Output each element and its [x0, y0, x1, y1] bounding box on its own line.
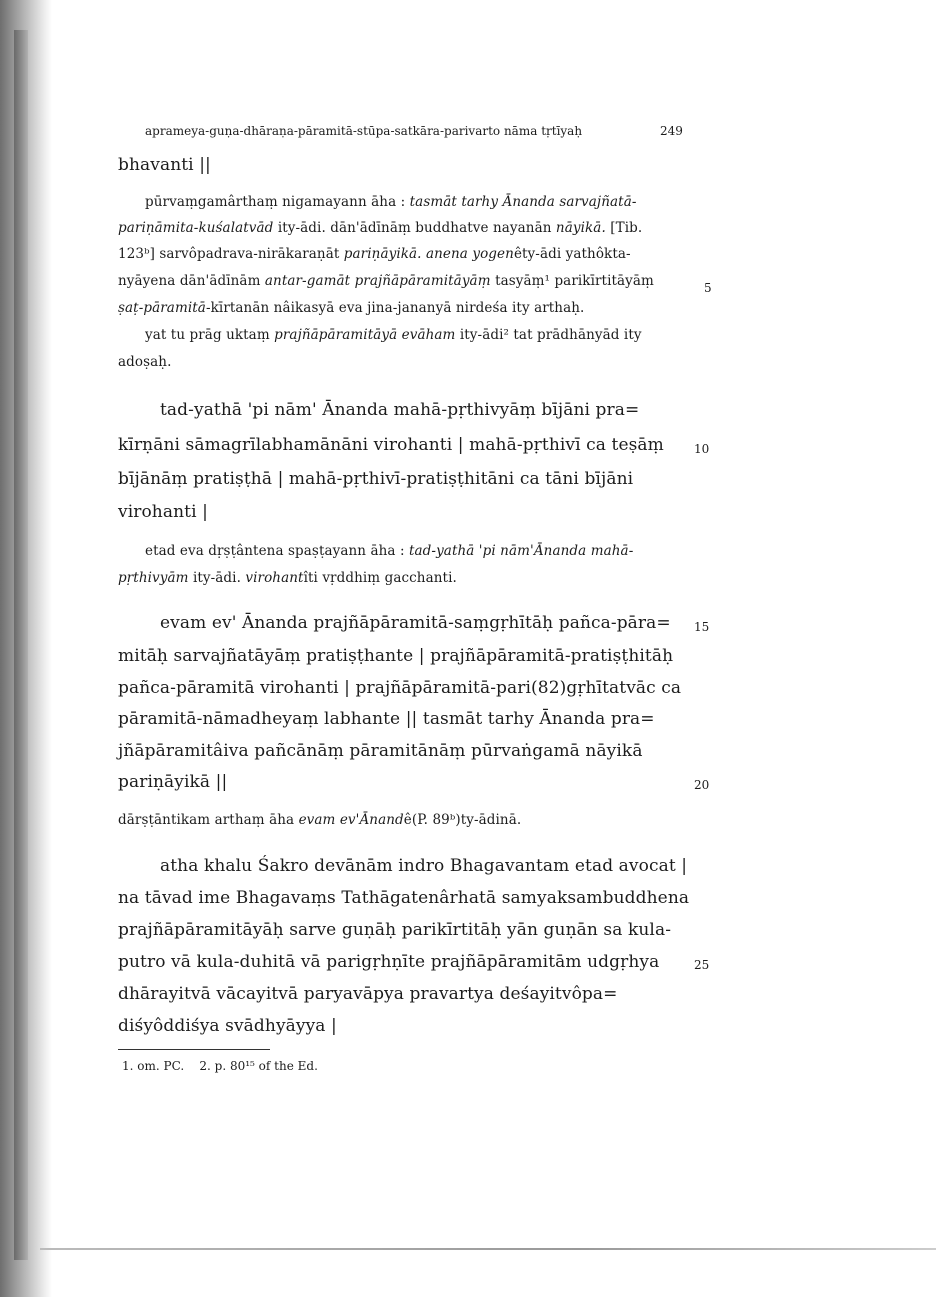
text-segment: 123ᵇ] sarvôpadrava-nirākaraṇāt: [118, 246, 344, 262]
text-segment: tad-yathā 'pi nām' Ānanda mahā-pṛthivyāṃ bījāni pra=: [160, 400, 640, 420]
text-segment: ê(P. 89ᵇ)ty-ādinā.: [403, 812, 522, 828]
italic-segment: prajñāpāramitāyā evāham: [274, 327, 456, 343]
text-line: [118, 469, 633, 489]
line-number: 15: [694, 620, 710, 634]
line-number: 10: [694, 442, 710, 456]
text-segment: ity-ādi² tat prādhānyād ity: [455, 327, 642, 343]
text-line: [160, 613, 671, 633]
text-line: [145, 194, 637, 210]
italic-segment: anena yogen: [425, 246, 514, 262]
italic-segment: tad-yathā 'pi nām'Ānanda mahā-: [409, 543, 634, 559]
line-number: 5: [704, 281, 712, 295]
text-line: [118, 741, 643, 761]
text-segment: putro vā kula-duhitā vā parigṛhṇīte prajñāpāramitām udgṛhya: [118, 952, 660, 972]
text-line: [118, 952, 659, 972]
text-segment: kīrṇāni sāmagrīlabhamānāni virohanti | mahā-pṛthivī ca teṣāṃ: [118, 435, 664, 455]
line-number: 25: [694, 958, 710, 972]
text-segment: adoṣaḥ.: [118, 354, 172, 370]
text-line: [118, 812, 521, 828]
text-segment: êty-ādi yathôkta-: [513, 246, 631, 262]
italic-segment: evam ev'Ānand: [298, 812, 404, 828]
text-segment: ity-ādi.: [188, 570, 246, 586]
text-line: [118, 435, 664, 455]
text-line: [118, 570, 457, 586]
text-segment: na tāvad ime Bhagavaṃs Tathāgatenârhatā samyaksambuddhena: [118, 888, 690, 908]
italic-segment: pṛthivyām: [118, 570, 189, 586]
page-binding-edge: [14, 30, 28, 1260]
italic-segment: nāyikā.: [555, 220, 606, 236]
text-line: [118, 984, 617, 1004]
text-segment: pūrvaṃgamârthaṃ nigamayann āha :: [145, 194, 410, 210]
scan-edge-line: [40, 1248, 936, 1250]
text-line: [118, 920, 671, 940]
italic-segment: antar-gamāt prajñāpāramitāyāṃ: [264, 273, 491, 289]
text-segment: pariṇāyikā ||: [118, 772, 228, 792]
footnotes: 1. om. PC. 2. p. 80¹⁵ of the Ed.: [122, 1059, 318, 1073]
text-line: [118, 678, 681, 698]
text-segment: [Tib.: [605, 220, 643, 236]
text-line: [118, 220, 642, 236]
text-line: [118, 273, 654, 289]
line-number: 20: [694, 778, 710, 792]
text-segment: etad eva dṛṣṭântena spaṣṭayann āha :: [145, 543, 409, 559]
text-line: [118, 246, 631, 262]
text-line: [160, 856, 687, 876]
footnote-rule: [118, 1049, 270, 1050]
text-segment: atha khalu Śakro devānām indro Bhagavantam etad avocat |: [160, 856, 688, 876]
text-line: [118, 709, 655, 729]
text-segment: pāramitā-nāmadheyaṃ labhante || tasmāt tarhy Ānanda pra=: [118, 709, 655, 729]
italic-segment: ṣaṭ-pāramitā: [118, 300, 206, 316]
text-segment: yat tu prāg uktaṃ: [145, 327, 275, 343]
running-header: aprameya-guṇa-dhāraṇa-pāramitā-stūpa-satkāra-parivarto nāma tṛtīyaḥ: [145, 124, 583, 138]
page-number: 249: [660, 124, 683, 138]
text-line: [145, 327, 642, 343]
text-segment: prajñāpāramitāyāḥ sarve guṇāḥ parikīrtitāḥ yān guṇān sa kula-: [118, 920, 672, 940]
text-line: [118, 155, 211, 175]
text-line: [118, 1016, 337, 1036]
text-segment: bhavanti ||: [118, 155, 211, 175]
text-segment: bījānāṃ pratiṣṭhā | mahā-pṛthivī-pratiṣṭhitāni ca tāni bījāni: [118, 469, 634, 489]
text-segment: mitāḥ sarvajñatāyāṃ pratiṣṭhante | prajñāpāramitā-pratiṣṭhitāḥ: [118, 646, 674, 666]
text-line: [118, 502, 208, 522]
text-segment: tasyāṃ¹ parikīrtitāyāṃ: [490, 273, 654, 289]
text-segment: evam ev' Ānanda prajñāpāramitā-saṃgṛhītāḥ pañca-pāra=: [160, 613, 671, 633]
text-segment: -kīrtanān nâikasyā eva jina-jananyā nirdeśa ity arthaḥ.: [205, 300, 585, 316]
text-line: [160, 400, 639, 420]
text-line: [118, 646, 673, 666]
text-segment: jñāpāramitâiva pañcānāṃ pāramitānāṃ pūrvaṅgamā nāyikā: [118, 741, 643, 761]
text-line: [118, 354, 171, 370]
italic-segment: pariṇāmita-kuśalatvād: [118, 220, 274, 236]
text-segment: pañca-pāramitā virohanti | prajñāpāramitā-pari(82)gṛhītatvāc ca: [118, 678, 682, 698]
text-segment: îti vṛddhiṃ gacchanti.: [303, 570, 457, 586]
italic-segment: virohant: [245, 570, 304, 586]
text-segment: diśyôddiśya svādhyāyya |: [118, 1016, 337, 1036]
italic-segment: tasmāt tarhy Ānanda sarvajñatā-: [409, 194, 637, 210]
text-segment: nyāyena dān'ādīnām: [118, 273, 265, 289]
italic-segment: pariṇāyikā.: [343, 246, 422, 262]
text-line: [118, 888, 689, 908]
text-segment: ity-ādi. dān'ādīnāṃ buddhatve nayanān: [273, 220, 556, 236]
text-line: [145, 543, 633, 559]
text-segment: virohanti |: [118, 502, 208, 522]
text-line: [118, 300, 584, 316]
text-line: [118, 772, 227, 792]
text-segment: dārṣṭāntikam arthaṃ āha: [118, 812, 299, 828]
text-segment: dhārayitvā vācayitvā paryavāpya pravartya deśayitvôpa=: [118, 984, 618, 1004]
